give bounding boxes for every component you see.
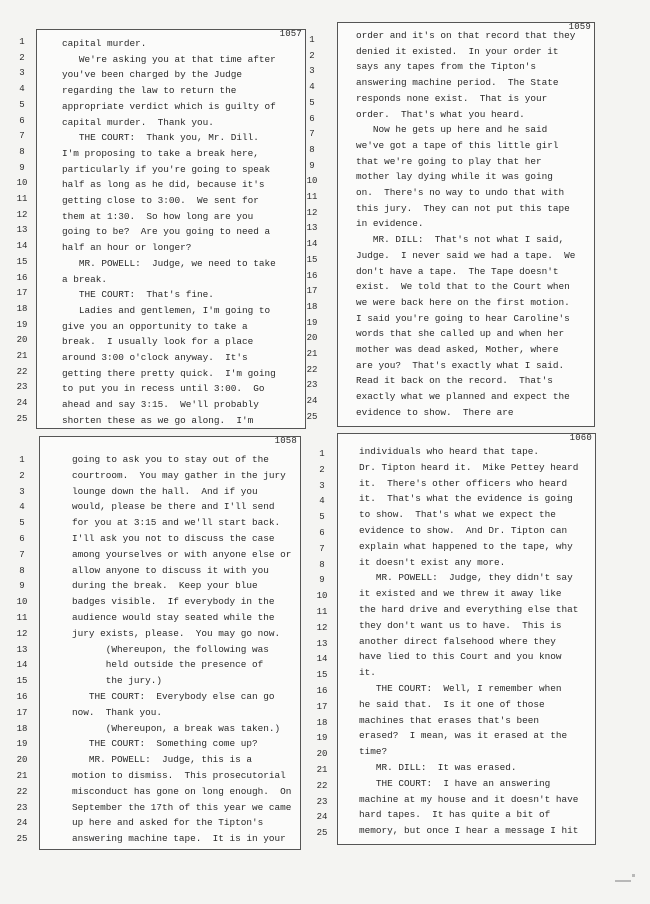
line-number: 13 (306, 223, 318, 234)
transcript-line: denied it existed. In your order it (356, 45, 559, 57)
transcript-line: THE COURT: That's fine. (62, 289, 214, 301)
transcript-line: for you at 3:15 and we'll start back. (72, 517, 281, 529)
line-number: 24 (316, 812, 328, 823)
line-number: 12 (306, 207, 318, 218)
transcript-line: to show. That's what we expect the (359, 509, 556, 521)
line-number: 5 (309, 97, 315, 108)
transcript-line: I'll ask you not to discuss the case (72, 533, 275, 544)
line-number: 2 (319, 464, 325, 475)
transcript-line: this jury. They can not put this tape (356, 202, 570, 214)
transcript-line: individuals who heard that tape. (359, 446, 540, 457)
transcript-line: half as long as he did, because it's (62, 179, 265, 191)
line-number: 10 (16, 597, 28, 608)
line-number: 9 (19, 581, 25, 592)
transcript-line: order. That's what you heard. (356, 108, 525, 120)
transcript-line: mother was dead asked, Mother, where (356, 344, 559, 355)
line-number: 3 (319, 480, 325, 491)
line-number: 7 (19, 131, 25, 142)
line-number: 17 (16, 707, 28, 718)
transcript-line: evidence to show. And Dr. Tipton can (359, 525, 568, 536)
line-number: 15 (16, 676, 28, 687)
line-number: 4 (19, 84, 25, 95)
line-number: 24 (16, 818, 28, 829)
scan-mark (632, 874, 635, 877)
line-number: 23 (316, 796, 328, 807)
line-number: 10 (16, 178, 28, 189)
line-number: 8 (309, 144, 315, 155)
line-number: 25 (306, 411, 318, 422)
transcript-line: the hard drive and everything else that (359, 604, 579, 615)
line-number: 25 (316, 828, 328, 839)
transcript-line: allow anyone to discuss it with you (72, 564, 269, 576)
transcript-line: particularly if you're going to speak (62, 163, 271, 175)
transcript-line: don't have a tape. The Tape doesn't (356, 265, 559, 277)
transcript-line: answering machine period. The State (356, 77, 559, 89)
transcript-line: give you an opportunity to take a (62, 320, 248, 332)
transcript-line: lounge down the hall. And if you (72, 485, 258, 497)
transcript-line: Ladies and gentlemen, I'm going to (62, 304, 271, 316)
transcript-line: them at 1:30. So how long are you (62, 210, 254, 222)
line-number: 8 (19, 146, 25, 157)
transcript-line: (Whereupon, a break was taken.) (72, 722, 281, 734)
transcript-line: the jury.) (72, 675, 163, 687)
line-number: 20 (16, 335, 28, 346)
line-number: 11 (16, 613, 28, 623)
page-number: 1057 (279, 29, 302, 39)
transcript-line: MR. POWELL: Judge, this is a (72, 754, 253, 766)
transcript-line: on. There's no way to undo that with (356, 187, 565, 198)
line-number: 14 (306, 239, 318, 250)
line-number: 3 (19, 486, 25, 497)
transcript-line: We're asking you at that time after (62, 53, 276, 65)
transcript-line: capital murder. (62, 38, 147, 49)
transcript-line: motion to dismiss. This prosecutorial (72, 770, 286, 781)
transcript-line: erased? I mean, was it erased at the (359, 730, 568, 742)
transcript-line: answering machine tape. It is in your (72, 833, 286, 845)
transcript-line: THE COURT: I have an answering (359, 777, 551, 789)
transcript-line: now. Thank you. (72, 706, 163, 718)
transcript-line: that we're going to play that her (356, 155, 542, 167)
line-number: 9 (19, 162, 25, 173)
transcript-line: would, please be there and I'll send (72, 501, 275, 513)
line-number: 24 (16, 398, 28, 409)
line-number: 11 (16, 194, 28, 204)
line-number: 1 (19, 455, 25, 465)
line-number: 13 (16, 644, 28, 655)
transcript-line: they don't want us to have. This is (359, 619, 562, 631)
transcript-line: it doesn't exist any more. (359, 556, 506, 568)
page-number: 1059 (568, 22, 591, 32)
line-number: 1 (19, 37, 25, 47)
transcript-line: getting close to 3:00. We sent for (62, 195, 259, 206)
transcript-line: machines that erases that's been (359, 714, 540, 726)
transcript-line: courtroom. You may gather in the jury (72, 469, 286, 481)
line-number: 7 (309, 129, 315, 140)
transcript-line: jury exists, please. You may go now. (72, 627, 281, 639)
transcript-line: up here and asked for the Tipton's (72, 817, 264, 829)
line-number: 6 (19, 115, 25, 126)
transcript-line: words that she called up and when her (356, 328, 565, 340)
transcript-line: capital murder. Thank you. (62, 116, 214, 128)
transcript-line: THE COURT: Everybody else can go (72, 691, 275, 702)
transcript-line: you've been charged by the Judge (62, 69, 243, 81)
transcript-line: going to ask you to stay out of the (72, 454, 269, 465)
line-number: 17 (306, 286, 318, 297)
line-number: 4 (309, 82, 315, 93)
transcript-line: he said that. Is it one of those (359, 698, 545, 710)
line-number: 23 (16, 382, 28, 393)
transcript-line: September the 17th of this year we came (72, 801, 292, 813)
line-number: 9 (319, 575, 325, 586)
line-number: 13 (16, 225, 28, 236)
line-number: 18 (16, 723, 28, 734)
transcript-line: misconduct has gone on long enough. On (72, 785, 292, 797)
transcript-line: responds none exist. That is your (356, 92, 548, 104)
line-number: 2 (309, 50, 315, 61)
transcript-line: MR. POWELL: Judge, we need to take (62, 257, 276, 269)
transcript-line: THE COURT: Something come up? (72, 738, 258, 750)
line-number: 9 (309, 160, 315, 171)
transcript-line: during the break. Keep your blue (72, 580, 258, 592)
transcript-line: MR. DILL: It was erased. (359, 762, 517, 773)
line-number: 10 (306, 176, 318, 187)
transcript-line: MR. POWELL: Judge, they didn't say (359, 572, 573, 584)
transcript-line: mother lay dying while it was going (356, 171, 553, 183)
line-number: 6 (309, 113, 315, 124)
line-number: 20 (16, 755, 28, 766)
page-number: 1060 (569, 433, 592, 443)
line-number: 6 (19, 534, 25, 544)
line-number: 11 (306, 192, 318, 202)
line-number: 21 (16, 771, 28, 781)
line-number: 14 (316, 654, 328, 665)
line-number: 1 (319, 449, 325, 459)
transcript-line: THE COURT: Well, I remember when (359, 683, 562, 694)
line-number: 14 (16, 241, 28, 252)
line-number: 19 (16, 739, 28, 750)
transcript-line: appropriate verdict which is guilty of (62, 100, 276, 112)
line-number: 19 (316, 733, 328, 744)
line-number: 21 (16, 351, 28, 361)
line-number: 6 (319, 528, 325, 538)
line-number: 8 (319, 559, 325, 570)
line-number: 11 (316, 607, 328, 617)
line-number: 1 (309, 35, 315, 45)
line-number: 22 (316, 780, 328, 791)
line-number: 23 (306, 380, 318, 391)
line-number: 23 (16, 802, 28, 813)
transcript-line: break. I usually look for a place (62, 336, 254, 348)
line-number: 18 (16, 303, 28, 314)
line-number: 3 (19, 68, 25, 79)
line-number: 22 (306, 364, 318, 375)
line-number: 7 (319, 543, 325, 554)
line-number: 17 (16, 288, 28, 299)
transcript-line: regarding the law to return the (62, 85, 237, 97)
line-number: 17 (316, 701, 328, 712)
transcript-line: half an hour or longer? (62, 242, 192, 254)
transcript-line: have lied to this Court and you know (359, 651, 562, 663)
transcript-line: machine at my house and it doesn't have (359, 793, 579, 805)
line-number: 25 (16, 413, 28, 424)
transcript-line: it existed and we threw it away like (359, 588, 562, 600)
line-number: 21 (306, 349, 318, 359)
transcript-line: Read it back on the record. That's (356, 375, 553, 387)
scan-mark (615, 880, 631, 882)
line-number: 25 (16, 834, 28, 845)
line-number: 16 (306, 270, 318, 281)
transcript-line: a break. (62, 273, 108, 285)
line-number: 22 (16, 366, 28, 377)
line-number: 12 (316, 622, 328, 633)
transcript-line: explain what happened to the tape, why (359, 540, 573, 552)
line-number: 5 (319, 512, 325, 523)
transcript-line: memory, but once I hear a message I hit (359, 825, 579, 837)
transcript-line: another direct falsehood where they (359, 635, 556, 647)
transcript-line: in evidence. (356, 218, 424, 230)
transcript-line: evidence to show. There are (356, 406, 514, 418)
transcript-line: exactly what we planned and expect the (356, 391, 570, 403)
transcript-line: it. There's other officers who heard (359, 477, 568, 489)
line-number: 16 (316, 686, 328, 696)
line-number: 5 (19, 99, 25, 110)
line-number: 16 (16, 692, 28, 702)
line-number: 19 (16, 319, 28, 330)
transcript-line: Now he gets up here and he said (356, 124, 548, 136)
transcript-line: around 3:00 o'clock anyway. It's (62, 352, 248, 363)
transcript-line: among yourselves or with anyone else or (72, 548, 292, 560)
transcript-line: Dr. Tipton heard it. Mike Pettey heard (359, 461, 579, 473)
line-number: 24 (306, 396, 318, 407)
line-number: 13 (316, 638, 328, 649)
line-number: 2 (19, 52, 25, 63)
transcript-line: ahead and say 3:15. We'll probably (62, 399, 259, 411)
line-number: 10 (316, 591, 328, 602)
transcript-line: shorten these as we go along. I'm (62, 414, 254, 426)
line-number: 16 (16, 272, 28, 283)
line-number: 19 (306, 317, 318, 328)
line-number: 12 (16, 209, 28, 220)
page-number: 1058 (274, 436, 297, 446)
transcript-line: I said you're going to hear Caroline's (356, 312, 570, 324)
transcript-line: to put you in recess until 3:00. Go (62, 383, 265, 395)
line-number: 8 (19, 565, 25, 576)
transcript-line: I'm proposing to take a break here, (62, 147, 259, 159)
transcript-line: time? (359, 746, 388, 758)
transcript-line: Judge. I never said we had a tape. We (356, 249, 576, 261)
line-number: 7 (19, 549, 25, 560)
line-number: 5 (19, 518, 25, 529)
transcript-line: MR. DILL: That's not what I said, (356, 234, 565, 246)
transcript-line: audience would stay seated while the (72, 612, 275, 623)
transcript-line: getting there pretty quick. I'm going (62, 367, 276, 379)
line-number: 21 (316, 765, 328, 775)
line-number: 20 (306, 333, 318, 344)
transcript-line: (Whereupon, the following was (72, 643, 269, 655)
line-number: 4 (19, 502, 25, 513)
line-number: 15 (16, 256, 28, 267)
transcript-line: exist. We told that to the Court when (356, 281, 570, 293)
line-number: 4 (319, 496, 325, 507)
transcript-line: order and it's on that record that they (356, 30, 576, 41)
line-number: 14 (16, 660, 28, 671)
line-number: 15 (316, 670, 328, 681)
transcript-line: hard tapes. It has quite a bit of (359, 809, 551, 821)
line-number: 2 (19, 470, 25, 481)
line-number: 18 (316, 717, 328, 728)
transcript-line: are you? That's exactly what I said. (356, 359, 565, 371)
transcript-line: held outside the presence of (72, 659, 264, 671)
transcript-line: we were back here on the first motion. (356, 296, 570, 308)
line-number: 18 (306, 301, 318, 312)
transcript-line: it. (359, 667, 376, 679)
transcript-line: it. That's what the evidence is going (359, 493, 573, 505)
transcript-line: THE COURT: Thank you, Mr. Dill. (62, 132, 259, 144)
transcript-line: we've got a tape of this little girl (356, 139, 559, 151)
transcript-line: badges visible. If everybody in the (72, 596, 275, 608)
line-number: 15 (306, 254, 318, 265)
transcript-line: says any tapes from the Tipton's (356, 61, 537, 73)
line-number: 22 (16, 786, 28, 797)
line-number: 3 (309, 66, 315, 77)
transcript-line: going to be? Are you going to need a (62, 226, 271, 238)
line-number: 20 (316, 749, 328, 760)
line-number: 12 (16, 628, 28, 639)
